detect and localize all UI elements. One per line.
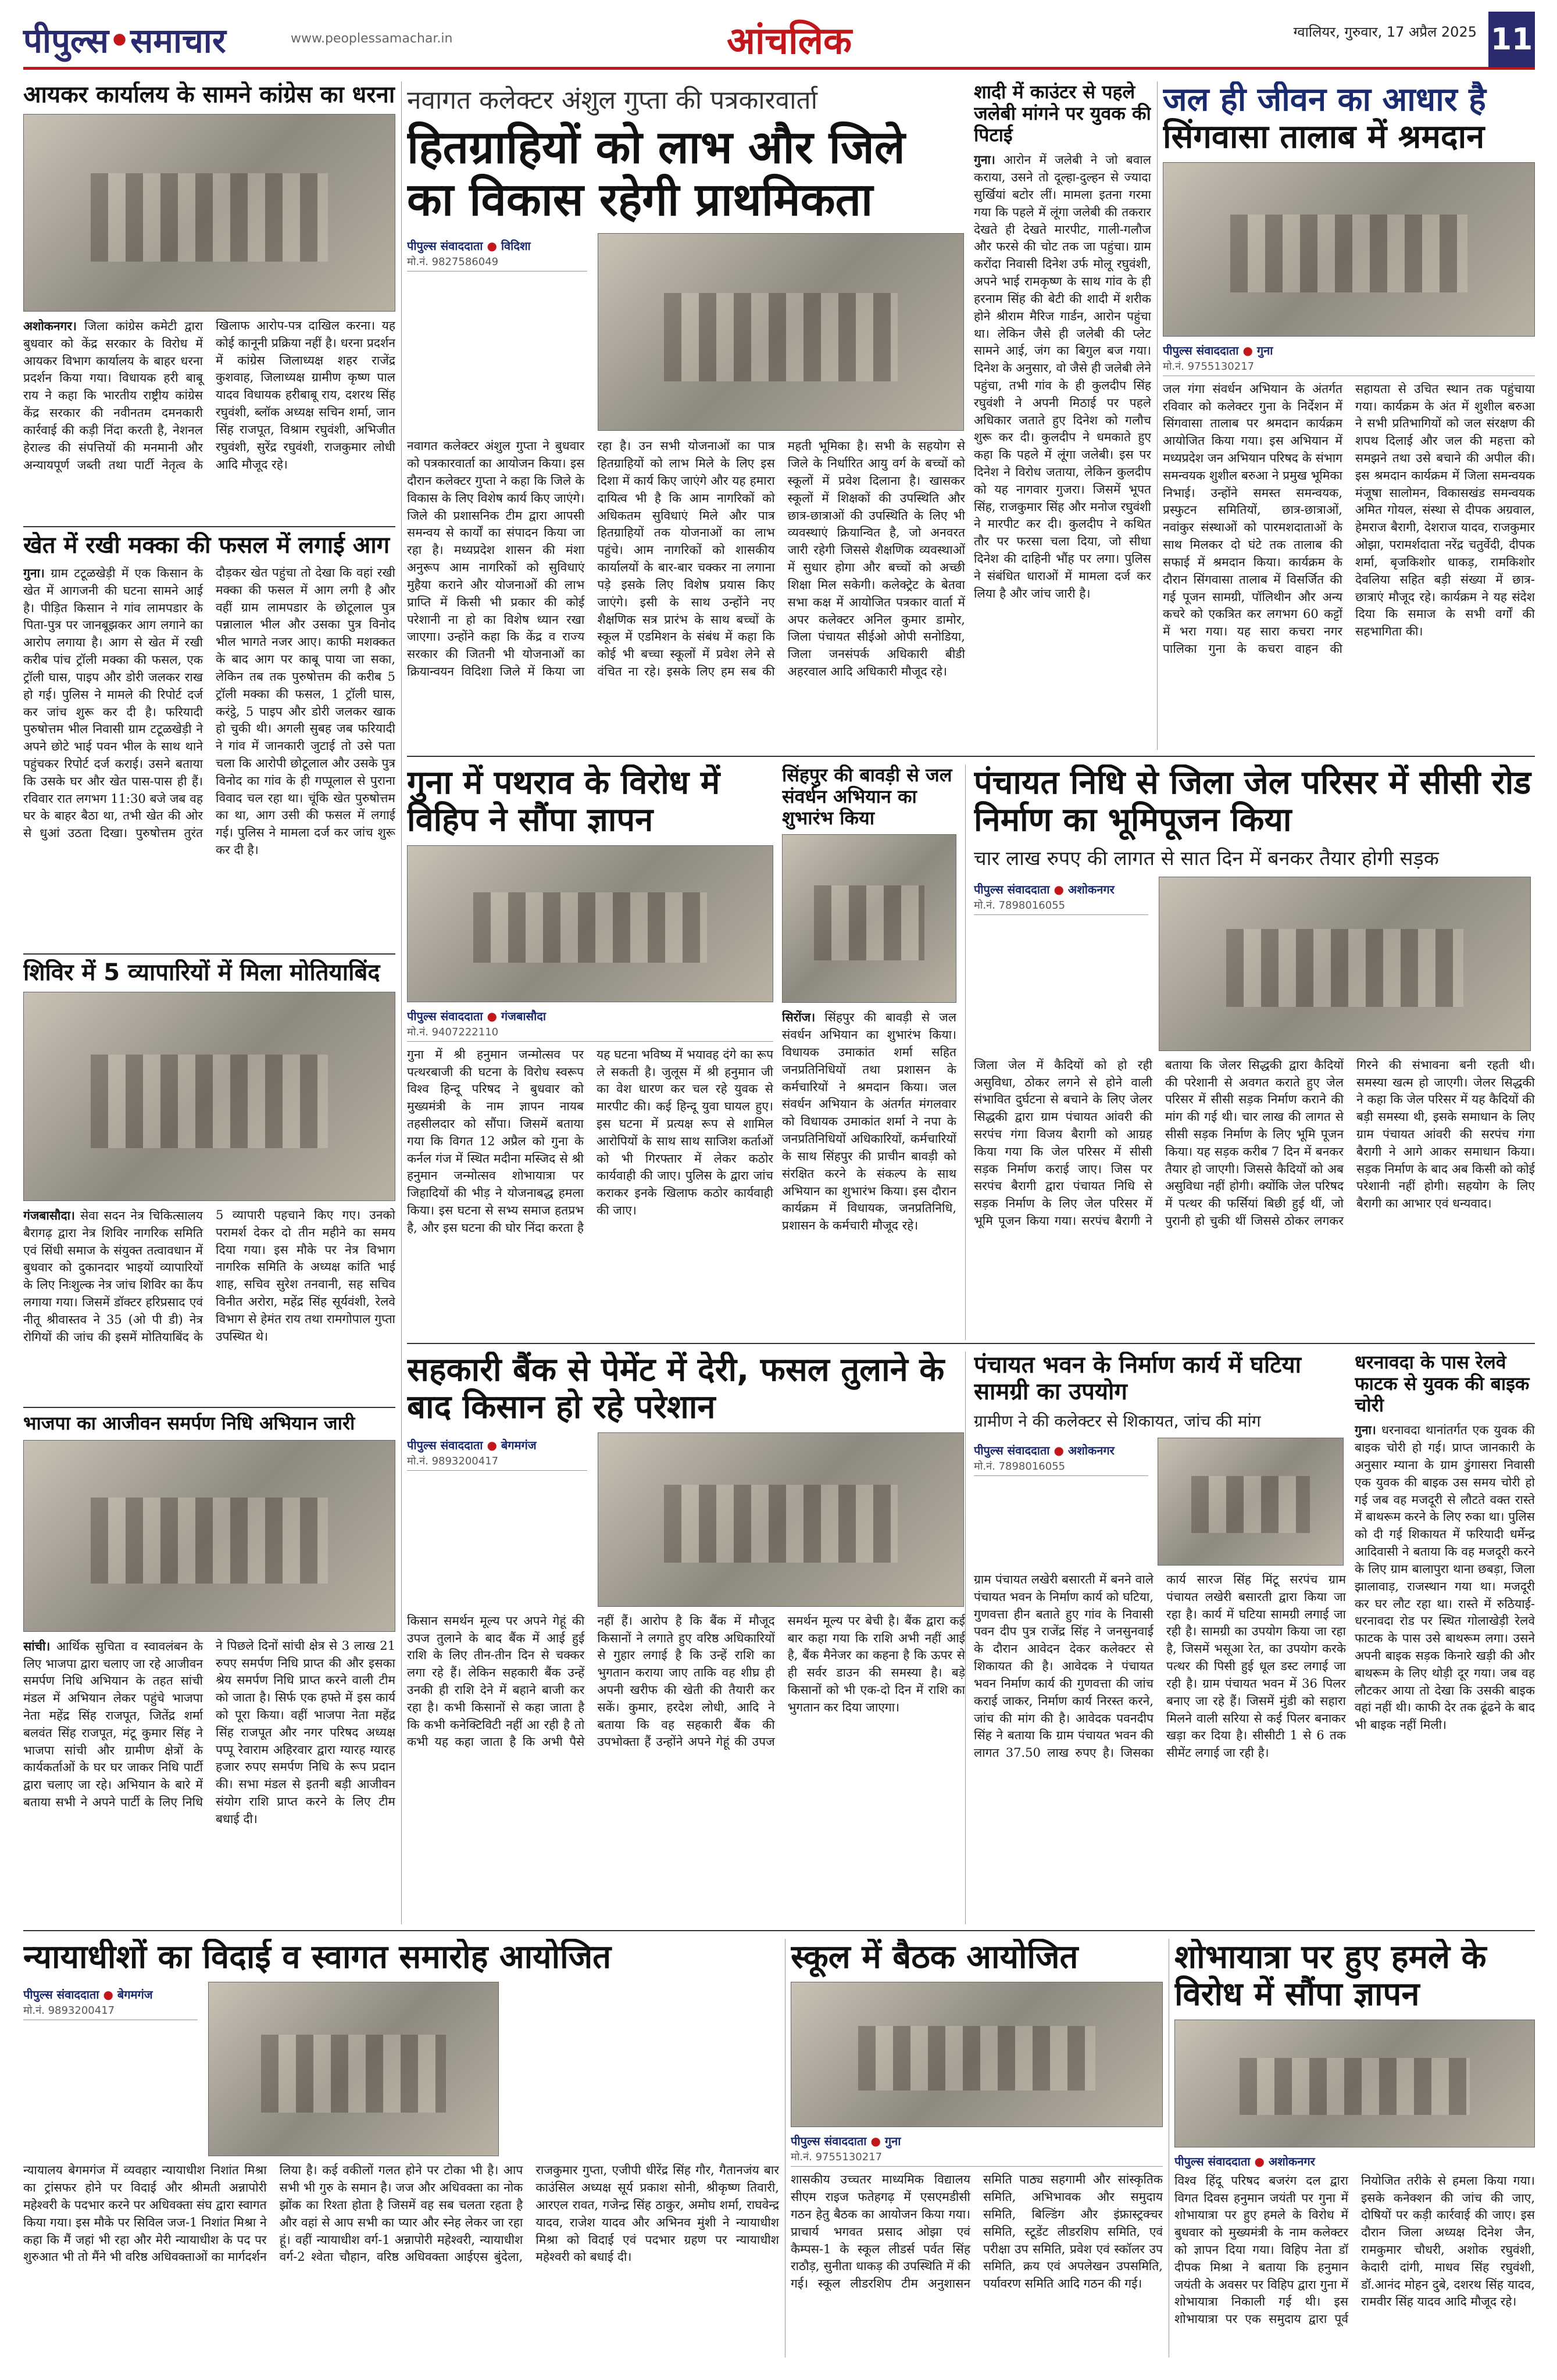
article-eye-camp (23, 959, 395, 1424)
article-photo (1158, 1438, 1344, 1566)
byline: पीपुल्स संवाददाता ● अशोकनगर (1174, 2154, 1315, 2168)
headline: हितग्राहियों को लाभ और जिले का विकास रहेगी प्राथमिकता (407, 121, 905, 226)
article-bike-theft (1355, 1352, 1535, 1924)
column-rule (1157, 81, 1158, 750)
headline: न्यायाधीशों का विदाई व स्वागत समारोह आयोजित (23, 1939, 612, 1976)
article-photo (407, 845, 773, 1002)
byline: पीपुल्स संवाददाता ● गुना (791, 2134, 901, 2149)
article-body: जल गंगा संवर्धन अभियान के अंतर्गत रविवार को कलेक्टर गुना के निर्देशन में सिंगवासा तालाब पर श्रमदान कार्यक्रम आयोजित किया गया। इस अभियान में मध्यप्रदेश जन अभियान परिषद के संभाग समन्वयक शुशील बरुआ ने प्रमुख भूमिका निभाई। उन्होंने समस्त समन्वयक, प्रस्फुटन समितियों, छात्र-छात्राओं, नवांकुर संस्थाओं को पारमशदाताओं के साथ मिलकर दो घंटे तक तालाब की सफाई में श्रमदान किया। कार्यक्रम के दौरान सिंगवासा तालाब में विसर्जित की गई पूजन सामग्री, पॉलिथीन और अन्य कचरे को एकत्रित कर लगभग 60 कट्टों में भरा गया। यह सारा कचरा नगर पालिका गुना के कचरा वाहन की सहायता से उचित स्थान तक पहुंचाया गया। कार्यक्रम के अंत में शुशील बरुआ ने सभी प्रतिभागियों को जल संरक्षण की शपथ दिलाई और जल की महत्ता को समझने तथा उसे बचाने की अपील की। इस श्रमदान कार्यक्रम में जिला समन्वयक मंजूषा सालोमन, विकासखंड समन्वयक अमित गोयल, संस्था से दीपक अग्रवाल, हेमराज बैरागी, देशराज यादव, राजकुमार ओझा, परामर्शदाता नरेंद्र चतुर्वेदी, दीपक शर्मा, बृजकिशोर धाकड़, रामकिशोर देवलिया सहित बड़ी संख्या में छात्र-छात्राएं मौजूद रहे। कार्यक्रम ने यह संदेश दिया कि समाज के सभी वर्गों की सहभागिता की। (1163, 381, 1535, 656)
article-vhp-memorandum (407, 764, 773, 1340)
article-jail-road (974, 764, 1535, 1340)
headline: गुना में पथराव के विरोध में विहिप ने सौंपा ज्ञापन (407, 764, 720, 839)
article-body: गुना। धरनावदा थानांतर्गत एक युवक की बाइक चोरी हो गई। प्राप्त जानकारी के अनुसार म्याना के ग्राम डुंगासरा निवासी एक युवक की बाइक उस समय चोरी हो गई जब वह मजदूरी से लौटते वक्त रास्ते में बाथरूम करने के लिए रुका था। पुलिस को दी गई शिकायत में फरियादी धर्मेन्द्र आदिवासी ने बताया कि वह मजदूरी करने के लिए ग्राम बालापुरा थाना छबड़ा, जिला झालावाड़, राजस्थान गया था। मजदूरी कर घर लौट रहा था। रास्ते में रुठियाई-धरनावदा रोड पर स्थित गोलाखेड़ी रेलवे फाटक के पास उसे बाथरूम लगा। उसने अपनी बाइक सड़क किनारे खड़ी की और बाथरूम के लिए थोड़ी दूर गया। जब वह लौटकर आया तो देखा कि उसकी बाइक वहां नहीं थी। काफी देर तक ढूंढने के बाद भी बाइक नहीं मिली। (1355, 1423, 1535, 1732)
byline: पीपुल्स संवाददाता ● बेगमगंज (23, 1988, 153, 2002)
article-body: जिला जेल में कैदियों को हो रही असुविधा, ठोकर लगने से होने वाली संभावित दुर्घटना से बचाने के लिए जेलर सिद्धकी द्वारा ग्राम पंचायत आंवरी की सरपंच गंगा विजय बैरागी को आग्रह किया गया कि जेल परिसर में सीसी सड़क निर्माण कराई जाए। जिस पर सरपंच बैरागी द्वारा पंचायत निधि से सड़क निर्माण के लिए जेल परिसर में भूमि पूजन किया गया। सरपंच बैरागी ने बताया कि जेलर सिद्धकी द्वारा कैदियों की परेशानी से अवगत कराते हुए जेल परिसर में सीसी सड़क निर्माण कराने की मांग की गई थी। चार लाख की लागत से सीसी सड़क निर्माण के लिए भूमि पूजन किया। यह सड़क करीब 7 दिन में बनकर तैयार हो जाएगी। जिससे कैदियों को अब असुविधा नहीं होगी। क्योंकि जेल परिषद में पत्थर की फर्सियां बिछी हुई थीं, जो पुरानी हो चुकी थीं जिससे ठोकर लगकर गिरने की संभावना बनी रहती थी। समस्या खत्म हो जाएगी। जेलर सिद्धकी ने कहा कि जेल परिसर में यह कैदियों की बड़ी समस्या थी, इसके समाधान के लिए ग्राम पंचायत आंवरी की सरपंच गंगा बैरागी ने आगे आकर समाधान किया। सड़क निर्माण के बाद अब किसी को कोई परेशानी नहीं होगी। सहयोग के लिए बैरागी का आभार एवं धन्यवाद। (974, 1057, 1535, 1228)
headline: शोभायात्रा पर हुए हमले के विरोध में सौंपा ज्ञापन (1174, 1939, 1487, 2014)
headline: शादी में काउंटर से पहले जलेबी मांगने पर युवक की पिटाई (974, 81, 1151, 146)
divider (407, 756, 1535, 757)
mobile-number: मो.नं. 9755130217 (791, 2150, 1163, 2167)
newspaper-logo: पीपुल्स•समाचार (23, 21, 226, 60)
article-photo (791, 1982, 1163, 2127)
column-rule (965, 1352, 966, 1924)
article-body: शासकीय उच्चतर माध्यमिक विद्यालय सीएम राइज फतेहगढ़ में एसएमडीसी गठन हेतु बैठक का आयोजन किया गया। प्राचार्य भगवत प्रसाद ओझा एवं कैम्पस-1 के स्कूल लीडर्स पर्वत सिंह राठौड़, सुनीता धाकड़ की उपस्थिति में की गई। स्कूल लीडरशिप टीम अनुशासन समिति पाठ्य सहगामी और सांस्कृतिक समिति, अभिभावक और समुदाय समिति, बिल्डिंग और इंफ्रास्ट्रक्चर समिति, स्टूडेंट लीडरशिप समिति, एवं परीक्षा उप समिति, प्रवेश एवं स्कॉलर उप समिति, क्रय एवं अपलेखन उपसमिति, पर्यावरण समिति आदि गठन की गई। (791, 2172, 1163, 2291)
headline: जल ही जीवन का आधार है (1163, 81, 1486, 119)
headline-secondary: सिंगवासा तालाब में श्रमदान (1163, 118, 1485, 156)
article-jalebi-fight (974, 81, 1151, 750)
article-collector-press (407, 81, 965, 750)
article-photo (598, 233, 964, 431)
byline: पीपुल्स संवाददाता ● अशोकनगर (974, 1443, 1115, 1457)
mobile-number: मो.नं. 9755130217 (1163, 359, 1535, 376)
column-rule (401, 81, 402, 1924)
page-number: 11 (1488, 12, 1535, 67)
article-coop-bank (407, 1352, 965, 1924)
dateline: ग्वालियर, गुरुवार, 17 अप्रैल 2025 (1293, 24, 1477, 40)
article-body: ग्राम पंचायत लखेरी बसारती में बनने वाले पंचायत भवन के निर्माण कार्य को घटिया, गुणवत्ता हीन बताते हुए गांव के निवासी पवन दीप पुत्र राजेंद्र सिंह ने जनसुनवाई के दौरान आवेदन देकर कलेक्टर से शिकायत की है। आवेदक ने पंचायत भवन निर्माण कार्य की गुणवत्ता की जांच कराई जाकर, निर्माण कार्य निरस्त करने, जांच की मांग की है। आवेदक पवनदीप सिंह ने बताया कि ग्राम पंचायत भवन की लागत 37.50 लाख रुपए है। जिसका कार्य सारज सिंह मिंटू सरपंच ग्राम पंचायत लखेरी बसारती द्वारा किया जा रहा है। कार्य में घटिया सामग्री लगाई जा रही है। सामग्री का उपयोग किया जा रहा है, जिसमें भसूआ रेत, का उपयोग करके पत्थर की पिसी हुई धूल डस्ट लगाई जा रही है। ग्राम पंचायत भवन में 36 पिलर बनाए जा रहे हैं। जिसमें मुंडी को सहारा मिलने वाली सरिया से कई पिलर बनाकर खड़ा कर दिया है। सीसीटी 1 से 6 तक सीमेंट लगाई जा रही है। (974, 1573, 1346, 1760)
article-body: गुना। ग्राम टटूळखेड़ी में एक किसान के खेत में आगजनी की घटना सामने आई है। पीड़ित किसान ने गांव लामपडार के पिता-पुत्र पर जानबूझकर आग लगाने का आरोप लगाया है। आग से खेत में रखी करीब पांच ट्रॉली मक्का की फसल, एक ट्रॉली घास, पाइप और डोरी जलकर राख हो गई। पुलिस ने मामले की रिपोर्ट दर्ज कर जांच शुरू कर दी है। फरियादी पुरुषोत्तम भील निवासी ग्राम टटूळखेड़ी ने अपने छोटे भाई पवन भील के साथ थाने पहुंचकर रिपोर्ट दर्ज कराई। उसने बताया कि उसके घर और खेत पास-पास ही हैं। रविवार रात लगभग 11:30 बजे जब वह घर के बाहर बैठा था, तभी खेत की ओर से धुआं उठता दिखा। पुरुषोत्तम तुरंत दौड़कर खेत पहुंचा तो देखा कि वहां रखी मक्का की फसल में आग लगी है और वहीं ग्राम लामपडार के छोटूलाल पुत्र पन्नालाल भील और उसका पुत्र विनोद भील भागते नजर आए। काफी मशक्कत के बाद आग पर काबू पाया जा सका, लेकिन तब तक पुरुषोत्तम की करीब 5 ट्रॉली मक्का की फसल, 1 ट्रॉली घास, करंट्ठे, 5 पाइप और डोरी जलकर खाक हो चुकी थी। अगली सुबह जब फरियादी ने गांव में जानकारी जुटाई तो उसे पता चला कि आरोपी छोटूलाल और उसके पुत्र विनोद का गांव के ही गप्पूलाल से पुराना विवाद चल रहा था। चूंकि खेत पुरुषोत्तम का था, आग उसी की फसल में लगाई गई। पुलिस ने मामला दर्ज कर जांच शुरू कर दी है। (23, 566, 395, 857)
headline: आयकर कार्यालय के सामने कांग्रेस का धरना (23, 81, 395, 108)
article-shobhayatra (1174, 1939, 1535, 2357)
headline: खेत में रखी मक्का की फसल में लगाई आग (23, 532, 390, 559)
article-photo (1174, 2020, 1535, 2147)
article-body: सांची। आर्थिक सुचिता व स्वावलंबन के लिए भाजपा द्वारा चलाए जा रहे आजीवन समर्पण निधि अभियान के तहत सांची मंडल में अभियान लेकर पहुंचे भाजपा नेता महेंद्र सिंह राजपूत, जितेंद्र शर्मा बलवंत सिंह राजपूत, मंटू कुमार सिंह ने भाजपा सांची और ग्रामीण क्षेत्रों के कार्यकर्ताओं के घर घर जाकर निधि पार्टी द्वारा चलाए जा रहे। अभियान के बारे में बताया सभी ने अपने पार्टी के लिए निधि ने पिछले दिनों सांची क्षेत्र से 3 लाख 21 रुपए समर्पण निधि प्राप्त की और इसका श्रेय समर्पण निधि प्राप्त करने वाली टीम को जाता है। सिर्फ एक हफ्ते में इस कार्य को पूरा किया। वहीं भाजपा नेता महेंद्र सिंह राजपूत और नगर परिषद अध्यक्ष पप्पू रेवाराम अहिरवार द्वारा ग्यारह ग्यारह हजार रुपए समर्पण निधि के रूप प्रदान की। सभा मंडल से इतनी बड़ी आजीवन संयोग राशि प्राप्त करने के लिए टीम बधाई दी। (23, 1638, 395, 1826)
article-panchayat-bhawan (974, 1352, 1346, 1924)
divider (407, 1343, 1535, 1344)
headline: पंचायत भवन के निर्माण कार्य में घटिया सामग्री का उपयोग (974, 1352, 1301, 1405)
divider (23, 1930, 1535, 1931)
article-photo (23, 114, 395, 312)
article-body: अशोकनगर। जिला कांग्रेस कमेटी द्वारा बुधवार को केंद्र सरकार के विरोध में आयकर विभाग कार्यालय के बाहर धरना प्रदर्शन किया गया। विधायक हरी बाबू राय ने कहा कि भारतीय राष्ट्रीय कांग्रेस केंद्र सरकार की नवीनतम दमनकारी कार्रवाई की कड़ी निंदा करती है, नेशनल हेराल्ड की संपत्तियों की मनमानी और अन्यायपूर्ण जब्ती तथा पार्टी नेतृत्व के खिलाफ आरोप-पत्र दाखिल करना। यह कोई कानूनी प्रक्रिया नहीं है। धरना प्रदर्शन में कांग्रेस जिलाध्यक्ष शहर राजेंद्र कुशवाह, जिलाध्यक्ष ग्रामीण कृष्ण पाल यादव विधायक हरीबाबू राय, दशरथ सिंह रघुवंशी, ब्लॉक अध्यक्ष सचिन शर्मा, जान सिंह राजपूत, विश्राम रघुवंशी, अभिजीत रघुवंशी, सुरेंद्र रघुवंशी, राजकुमार लोधी आदि मौजूद रहे। (23, 319, 395, 472)
byline: पीपुल्स संवाददाता ● बेगमगंज (407, 1438, 537, 1452)
mobile-number: मो.नं. 7898016055 (974, 1459, 1148, 1476)
article-photo (1159, 877, 1531, 1051)
article-body: गुना। आरोन में जलेबी ने जो बवाल कराया, उसने तो दूल्हा-दुल्हन से ज्यादा सुर्खियां बटोर लीं। मामला इतना गरमा गया कि पहले में लूंगा जलेबी की तकरार देखते ही देखते मारपीट, गाली-गलौज और फरसे की चोट तक जा पहुंचा। ग्राम करोंदा निवासी दिनेश उर्फ मोलू रघुवंशी, अपने भाई रामकृष्ण के साथ गांव के ही हरनाम सिंह की बेटी की शादी में शरीक होने श्रीराम मैरिज गार्डन, आरोन पहुंचा था। लेकिन जैसे ही जलेबी की प्लेट सामने आई, जंग का बिगुल बज गया। दिनेश के अनुसार, वो जैसे ही जलेबी लेने पहुंचा, तभी गांव के ही कुलदीप सिंह रघुवंशी ने अपनी मिठाई पर पहले अधिकार जताते हुए दिनेश को गलौच शुरू कर दी। कुलदीप ने धमकाते हुए कहा कि पहले में लूंगा जलेबी। इस पर दिनेश ने विरोध जताया, लेकिन कुलदीप को यह नागवार गुजरा। जिसमें भूपत सिंह, राजकुमार सिंह और मनोज रघुवंशी ने मारपीट कर दी। कुलदीप ने कथित तौर पर फरसा चला दिया, जो सीधा दिनेश की दाहिनी भौंह पर लगा। पुलिस ने संबंधित धाराओं में मामला दर्ज कर लिया है और जांच जारी है। (974, 152, 1151, 601)
article-body: किसान समर्थन मूल्य पर अपने गेहूं की उपज तुलाने के बाद बैंक में आई हुई राशि के लिए तीन-तीन दिन से चक्कर लगा रहे हैं। लेकिन सहकारी बैंक उन्हें उनकी ही राशि देने में बहाने बाजी कर रहा है। कभी किसानों से कहा जाता है कि कभी कनेक्टिविटी नहीं आ रही है तो कभी यह कहा जाता है कि अभी पैसे नहीं हैं। आरोप है कि बैंक में मौजूद किसानों ने लगाते हुए वरिष्ठ अधिकारियों से गुहार लगाई है कि उन्हें राशि का भुगतान कराया जाए ताकि वह शीघ्र ही अपनी खरीफ की खेती की तैयारी कर सकें। कुमार, हरदेश लोधी, आदि ने बताया कि वह सहकारी बैंक की उपभोक्ता हैं उन्होंने अपने गेहूं की उपज समर्थन मूल्य पर बेची है। बैंक द्वारा कई बार कहा गया कि राशि अभी नहीं आई है, बैंक मैनेजर का कहना है कि ऊपर से ही सर्वर डाउन की समस्या है। बड़े किसानों को भी एक-दो दिन में राशि का भुगतान कर दिया जाएगा। (407, 1613, 965, 1749)
headline: शिविर में 5 व्यापारियों में मिला मोतियाबिंद (23, 959, 380, 986)
article-stepwell (782, 764, 956, 1340)
mobile-number: मो.नं. 9893200417 (23, 2003, 198, 2020)
divider (23, 526, 395, 527)
byline: पीपुल्स संवाददाता ● गुना (1163, 343, 1273, 358)
article-body: सिरोंज। सिंहपुर की बावड़ी से जल संवर्धन अभियान का शुभारंभ किया। विधायक उमाकांत शर्मा सहित जनप्रतिनिधियों तथा प्रशासन के कर्मचारियों ने श्रमदान किया। जल संवर्धन अभियान के अंतर्गत मंगलवार को विधायक उमाकांत शर्मा ने नपा के जनप्रतिनिधियों अधिकारियों, कर्मचारियों के साथ सिंहपुर की प्राचीन बावड़ी को संरक्षित करने के संकल्प के साथ अभियान का शुभारंभ किया। इस दौरान कार्यक्रम में विधायक, जनप्रतिनिधि, प्रशासन के कर्मचारी मौजूद रहे। (782, 1010, 956, 1233)
headline: भाजपा का आजीवन समर्पण निधि अभियान जारी (23, 1413, 355, 1434)
masthead (23, 12, 1535, 70)
article-photo (208, 1982, 499, 2156)
byline: पीपुल्स संवाददाता ● गंजबासौदा (407, 1009, 547, 1023)
mobile-number: मो.नं. 9893200417 (407, 1454, 587, 1471)
headline: सिंहपुर की बावड़ी से जल संवर्धन अभियान का शुभारंभ किया (782, 764, 952, 829)
article-photo (782, 834, 956, 1003)
article-body: नवागत कलेक्टर अंशुल गुप्ता ने बुधवार को पत्रकारवार्ता का आयोजन किया। इस दौरान कलेक्टर गुप्ता ने कहा कि जिले के विकास के लिए विशेष कार्य किए जाएंगे। जिले की प्रशासनिक टीम द्वारा आपसी समन्वय से कार्यों का संपादन किया जा रहा है। मध्यप्रदेश शासन की मंशा अनुरूप आम नागरिकों को सुविधाएं मुहैया कराने और योजनाओं की लाभ प्राप्ति में किसी भी प्रकार की कोई परेशानी ना हो का विशेष ध्यान रखा जाएगा। उन्होंने कहा कि केंद्र व राज्य सरकार की जितनी भी योजनाओं का क्रियान्वयन विदिशा जिले में किया जा रहा है। उन सभी योजनाओं का पात्र हितग्राहियों को लाभ मिले के लिए इस दिशा में कार्य किए जाएंगे और यह हमारा दायित्व भी है कि आम नागरिकों को अधिकतम सुविधाएं मिले और पात्र हितग्राहियों तक योजनाओं का लाभ पहुंचे। आम नागरिकों को शासकीय कार्यालयों के बार-बार चक्कर ना लगाना पड़े इसके लिए विशेष प्रयास किए जाएंगे। इसी के साथ उन्होंने नए शैक्षणिक सत्र प्रारंभ के साथ बच्चों के स्कूल में एडमिशन के संबंध में कहा कि कोई भी बच्चा स्कूलों में प्रवेश लेने से वंचित ना रहे। इसके लिए हम सब की महती भूमिका है। सभी के सहयोग से जिले के निर्धारित आयु वर्ग के बच्चों को स्कूलों में प्रवेश दिलाना है। खासकर स्कूलों में शिक्षकों की उपस्थिति और छात्र-छात्राओं की उपस्थिति के लिए भी व्यवस्थाएं क्रियान्वित है, जो अनवरत जारी रहेगी जिससे शैक्षणिक व्यवस्थाओं में सुधार होगा और बच्चों को अच्छी शिक्षा मिल सकेगी। कलेक्ट्रेट के बेतवा सभा कक्ष में आयोजित पत्रकार वार्ता में अपर कलेक्टर अनिल कुमार डामोर, जिला पंचायत सीईओ ओपी सनोडिया, जिला जनसंपर्क अधिकारी बीडी अहरवाल आदि अधिकारी मौजूद रहे। (407, 439, 965, 678)
headline: धरनावदा के पास रेलवे फाटक से युवक की बाइक चोरी (1355, 1352, 1530, 1416)
article-field-fire (23, 532, 395, 945)
article-body: गुना में श्री हनुमान जन्मोत्सव पर पत्थरबाजी की घटना के विरोध स्वरूप विश्व हिन्दू परिषद ने बुधवार को मुख्यमंत्री के नाम ज्ञापन नायब तहसीलदार को सौंपा। जिसमें बताया गया कि विगत 12 अप्रैल को गुना के कर्नल गंज में स्थित मदीना मस्जिद से श्री हनुमान जन्मोत्सव शोभायात्रा पर जिहादियों की भीड़ ने योजनाबद्ध हमला किया। इस घटना से सभ्य समाज हतप्रभ है, और इस घटना की घोर निंदा करता है यह घटना भविष्य में भयावह दंगे का रूप ले सकती है। जुलूस में श्री हनुमान जी का वेश धारण कर चल रहे युवक से मारपीट की। कई हिन्दू युवा घायल हुए। इस घटना में प्रत्यक्ष रूप से शामिल आरोपियों के साथ साथ साजिश कर्ताओं को भी गिरफ्तार में लेकर कठोर कार्यवाही की जाए। पुलिस के द्वारा जांच कराकर इनके खिलाफ कठोर कार्यवाही की जाए। (407, 1047, 773, 1235)
article-photo (23, 1440, 395, 1632)
divider (23, 953, 395, 955)
kicker: नवागत कलेक्टर अंशुल गुप्ता की पत्रकारवार्ता (407, 85, 817, 115)
article-photo (1163, 162, 1535, 337)
article-photo (598, 1432, 964, 1607)
column-rule (965, 764, 966, 1340)
article-bjp-fund (23, 1413, 395, 1924)
article-body: न्यायालय बेगमगंज में व्यवहार न्यायाधीश निशांत मिश्रा का ट्रांसफर होने पर विदाई और श्रीमती अन्नापोरी महेश्वरी के पदभार करने पर अधिवक्ता संघ द्वारा स्वागत किया गया। इस मौके पर सिविल जज-1 निशांत मिश्रा ने कहा कि मैं जहां भी रहा और मेरी न्यायाधीश के पद पर शुरुआत भी तो मैंने भी वरिष्ठ अधिवक्ताओं का मार्गदर्शन लिया है। कई वकीलों गलत होने पर टोका भी है। आप सभी भी गुरु के समान है। जज और अधिवक्ता का नोक झोंक का रिश्ता होता है जिसमें वह सब चलता रहता है और वहां से आप सभी का प्यार और स्नेह लेकर जा रहा हूं। वहीं न्यायाधीश वर्ग-1 अन्नापोरी महेश्वरी, न्यायाधीश वर्ग-2 श्वेता चौहान, वरिष्ठ अधिवक्ता आईएस बुंदेला, राजकुमार गुप्ता, एजीपी धीरेंद्र सिंह गौर, गैतानजंय बार काउंसिल अध्यक्ष सूर्य प्रकाश सोनी, श्रीकृष्ण तिवारी, आरएल रावत, गजेन्द्र सिंह ठाकुर, अमोघ शर्मा, राघवेन्द्र यादव, राजेश यादव और अभिनव मुंशी ने न्यायाधीश मिश्रा को विदाई एवं पदभार ग्रहण पर न्यायाधीश महेश्वरी को बधाई दी। (23, 2163, 779, 2264)
article-body: विश्व हिंदू परिषद बजरंग दल द्वारा विगत दिवस हनुमान जयंती पर गुना में शोभायात्रा पर हुए हमले के विरोध में बुधवार को मुख्यमंत्री के नाम कलेक्टर को ज्ञापन दिया गया। विहिप नेता डॉ दीपक मिश्रा ने बताया कि हनुमान जयंती के अवसर पर विहिप द्वारा गुना में शोभायात्रा निकाली गई थी। इस शोभायात्रा पर एक समुदाय द्वारा पूर्व नियोजित तरीके से हमला किया गया। इसके कनेक्शन की जांच की जाए, दोषियों पर कड़ी कार्रवाई की जाए। इस दौरान जिला अध्यक्ष दिनेश जैन, रामकुमार चौधरी, अशोक रघुवंशी, केदारी दांगी, माधव सिंह रघुवंशी, डॉ.आनंद मोहन दुबे, दशरथ सिंह यादव, रामवीर सिंह यादव आदि मौजूद रहे। (1174, 2173, 1535, 2327)
headline: सहकारी बैंक से पेमेंट में देरी, फसल तुलाने के बाद किसान हो रहे परेशान (407, 1352, 945, 1427)
article-body: गंजबासौदा। सेवा सदन नेत्र चिकित्सालय बैरागढ़ द्वारा नेत्र शिविर नागरिक समिति एवं सिंधी समाज के संयुक्त तत्वावधान में बुधवार को दुकानदार भाइयों व्यापारियों के लिए निःशुल्क नेत्र जांच शिविर का कैंप लगाया गया। जिसमें डॉक्टर हरिप्रसाद एवं नीतू श्रीवास्तव ने 35 (ओ पी डी) नेत्र रोगियों की जांच की इसमें मोतियाबिंद के 5 व्यापारी पहचाने किए गए। उनको परामर्श देकर दो तीन महीने का समय दिया गया। इस मौके पर नेत्र विभाग नागरिक समिति के अध्यक्ष कांति भाई शाह, सचिव सुरेश तनवानी, सह सचिव विनीत अरोरा, महेंद्र सिंह सूर्यवंशी, रेलवे विभाग से हेमंत राय तथा रामगोपाल गुप्ता उपस्थित थे। (23, 1208, 395, 1344)
byline: पीपुल्स संवाददाता ● अशोकनगर (974, 882, 1115, 896)
headline: पंचायत निधि से जिला जेल परिसर में सीसी रोड निर्माण का भूमिपूजन किया (974, 764, 1531, 839)
mobile-number: मो.नं. 7898016055 (974, 898, 1148, 915)
headline: स्कूल में बैठक आयोजित (791, 1939, 1079, 1976)
section-title: आंचलिक (727, 20, 852, 63)
article-school-meeting (791, 1939, 1163, 2357)
subheadline: ग्रामीण ने की कलेक्टर से शिकायत, जांच की मांग (974, 1411, 1261, 1431)
website-url: www.peoplessamachar.in (291, 31, 453, 46)
mobile-number: मो.नं. 9827586049 (407, 255, 587, 271)
divider (23, 1407, 395, 1408)
article-photo (23, 992, 395, 1201)
byline: पीपुल्स संवाददाता ● विदिशा (407, 239, 531, 253)
article-judges-farewell (23, 1939, 779, 2357)
mobile-number: मो.नं. 9407222110 (407, 1025, 773, 1042)
subheadline: चार लाख रुपए की लागत से सात दिन में बनकर तैयार होगी सड़क (974, 846, 1439, 870)
article-shramdan (1163, 81, 1535, 750)
